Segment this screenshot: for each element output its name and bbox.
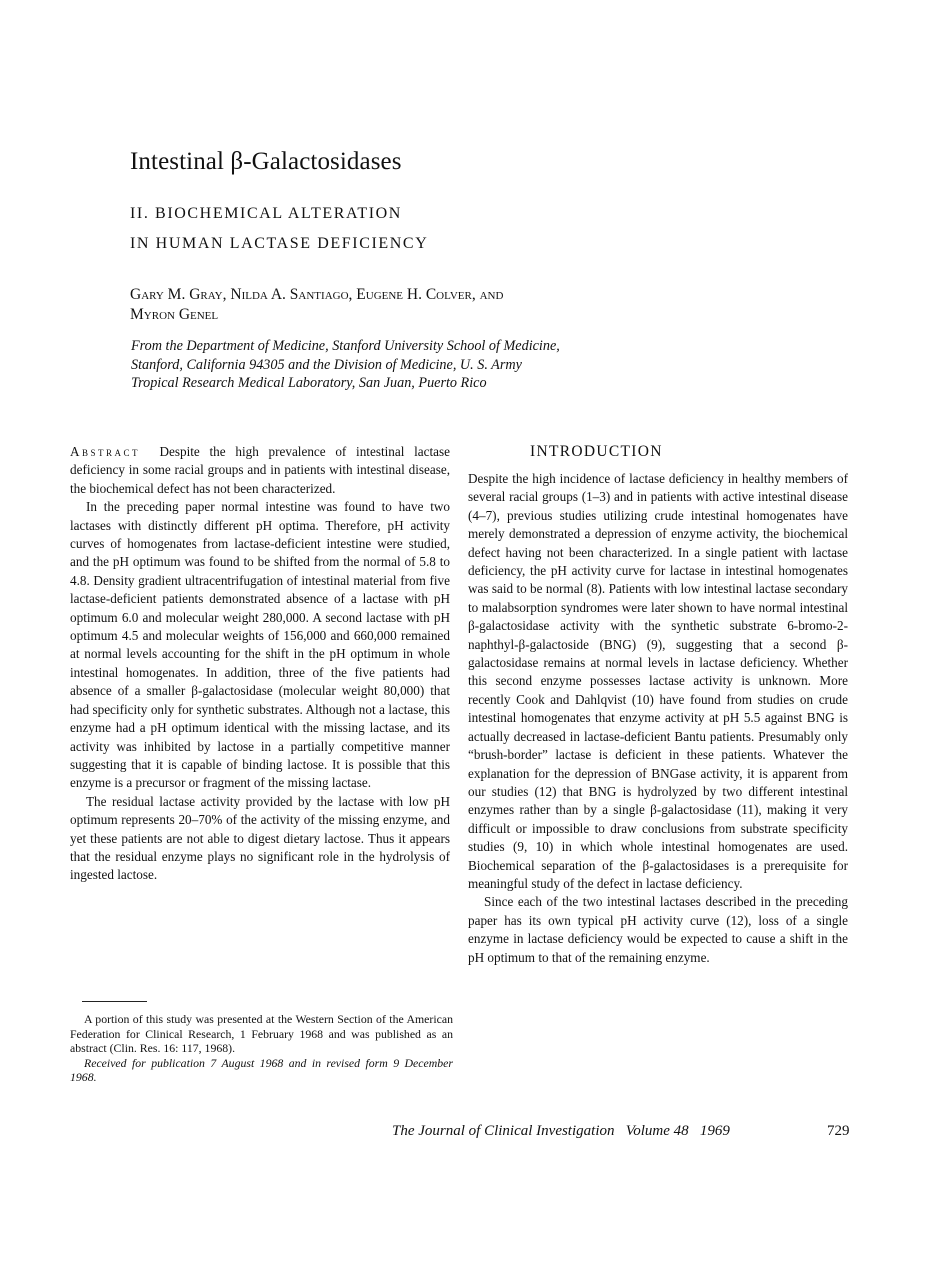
- footnote-received-text: Received for publication 7 August 1968 and in revised form 9 December 1968.: [70, 1055, 453, 1085]
- introduction-section: [468, 470, 848, 967]
- article-subtitle-line1: II. BIOCHEMICAL ALTERATION: [130, 205, 402, 222]
- abstract-text-1: Despite the high prevalence of intestinal lactase deficiency in some racial groups and in patients with intestinal disease, the biochemical defect has not been characterized.: [70, 444, 450, 496]
- page-number: 729: [827, 1123, 850, 1139]
- abstract-section: [70, 443, 450, 885]
- abstract-paragraph-2: In the preceding paper normal intestine was found to have two lactases with distinctly different pH optima. Therefore, pH activity curves of homogenates from lactase-deficient intestine were studied, and the pH optimum was found to be shifted from the normal of 5.8 to 4.8. Density gradient ultracentrifugation of intestinal material from five lactase-deficient patients demonstrated absence of a lactase with pH optimum 6.0 and molecular weight 280,000. A second lactase with pH optimum 4.5 and molecular weights of 156,000 and 660,000 remained at normal levels accounting for the shift in the pH optimum in whole intestinal homogenates. In addition, three of the five patients had absence of a smaller β-galactosidase (molecular weight 80,000) that had specificity only for synthetic substrates. Although not a lactase, this enzyme had a pH optimum identical with the missing lactase, and its activity was inhibited by lactose in a partially competitive manner suggesting that it is capable of binding lactose. It is possible that this enzyme is a precursor or fragment of the missing lactase.: [70, 499, 450, 791]
- abstract-paragraph-3: The residual lactase activity provided by the lactase with low pH optimum represents 20–70% of the activity of the missing enzyme, and yet these patients are not able to digest dietary lactose. Thus it appears that the residual enzyme plays no significant role in the hydrolysis of ingested lactose.: [70, 793, 450, 883]
- introduction-paragraph-1: Despite the high incidence of lactase deficiency in healthy members of several racial groups (1–3) and in patients with active intestinal disease (4–7), previous studies utilizing crude intestinal homogenates have merely demonstrated a depression of enzyme activity, the biochemical defect having not been characterized. In a single patient with lactase deficiency, the pH activity curve for lactase in intestinal homogenates was said to be normal (8). Patients with low intestinal lactase secondary to malabsorption syndromes were later shown to have normal intestinal β-galactosidase activity with the synthetic substrate 6-bromo-2-naphthyl-β-galactoside (BNG) (9), suggesting that a second β-galactosidase remains at normal levels in lactase deficiency. Whether this second enzyme possesses lactase activity is unknown. More recently Cook and Dahlqvist (10) have found from studies on crude intestinal homogenates that enzyme activity at pH 5.5 against BNG is actually decreased in lactase-deficient Bantu patients. Presumably only “brush-border” lactase is deficient in these patients. Whatever the explanation for the depression of BNGase activity, it is apparent from our studies (12) that BNG is hydrolyzed by two different intestinal enzymes rather than by a single β-galactosidase (11), making it very difficult or impossible to draw conclusions from substrate specificity studies (9, 10) in which whole intestinal homogenates are used. Biochemical separation of the β-galactosidases is a prerequisite for meaningful study of the defect in lactase deficiency.: [468, 471, 848, 891]
- footnote-divider: [82, 1001, 147, 1002]
- journal-citation: The Journal of Clinical Investigation Volume 48 1969: [392, 1123, 730, 1139]
- authors-line2: Myron Genel: [130, 306, 219, 323]
- affiliation-line2: Stanford, California 94305 and the Division of Medicine, U. S. Army: [131, 357, 522, 373]
- footnotes-section: [70, 1012, 453, 1085]
- article-title: Intestinal β-Galactosidases: [130, 148, 402, 175]
- abstract-label: Abstract: [70, 444, 141, 459]
- abstract-paragraph-1: [70, 443, 450, 498]
- affiliation-line3: Tropical Research Medical Laboratory, San Juan, Puerto Rico: [131, 375, 487, 391]
- article-subtitle-line2: IN HUMAN LACTASE DEFICIENCY: [130, 235, 429, 252]
- authors-line1: Gary M. Gray, Nilda A. Santiago, Eugene H. Colver, and: [130, 286, 504, 303]
- footnote-presentation: A portion of this study was presented at the Western Section of the American Federation for Clinical Research, 1 February 1968 and was published as an abstract (Clin. Res. 16: 117, 1968).: [70, 1012, 453, 1056]
- affiliation-line1: From the Department of Medicine, Stanford University School of Medicine,: [131, 338, 560, 354]
- introduction-heading: INTRODUCTION: [530, 443, 663, 460]
- footnote-received: [70, 1056, 453, 1085]
- introduction-paragraph-2: Since each of the two intestinal lactases described in the preceding paper has its own typical pH activity curve (12), loss of a single enzyme in lactase deficiency would be expected to cause a shift in the pH optimum to that of the remaining enzyme.: [468, 894, 848, 965]
